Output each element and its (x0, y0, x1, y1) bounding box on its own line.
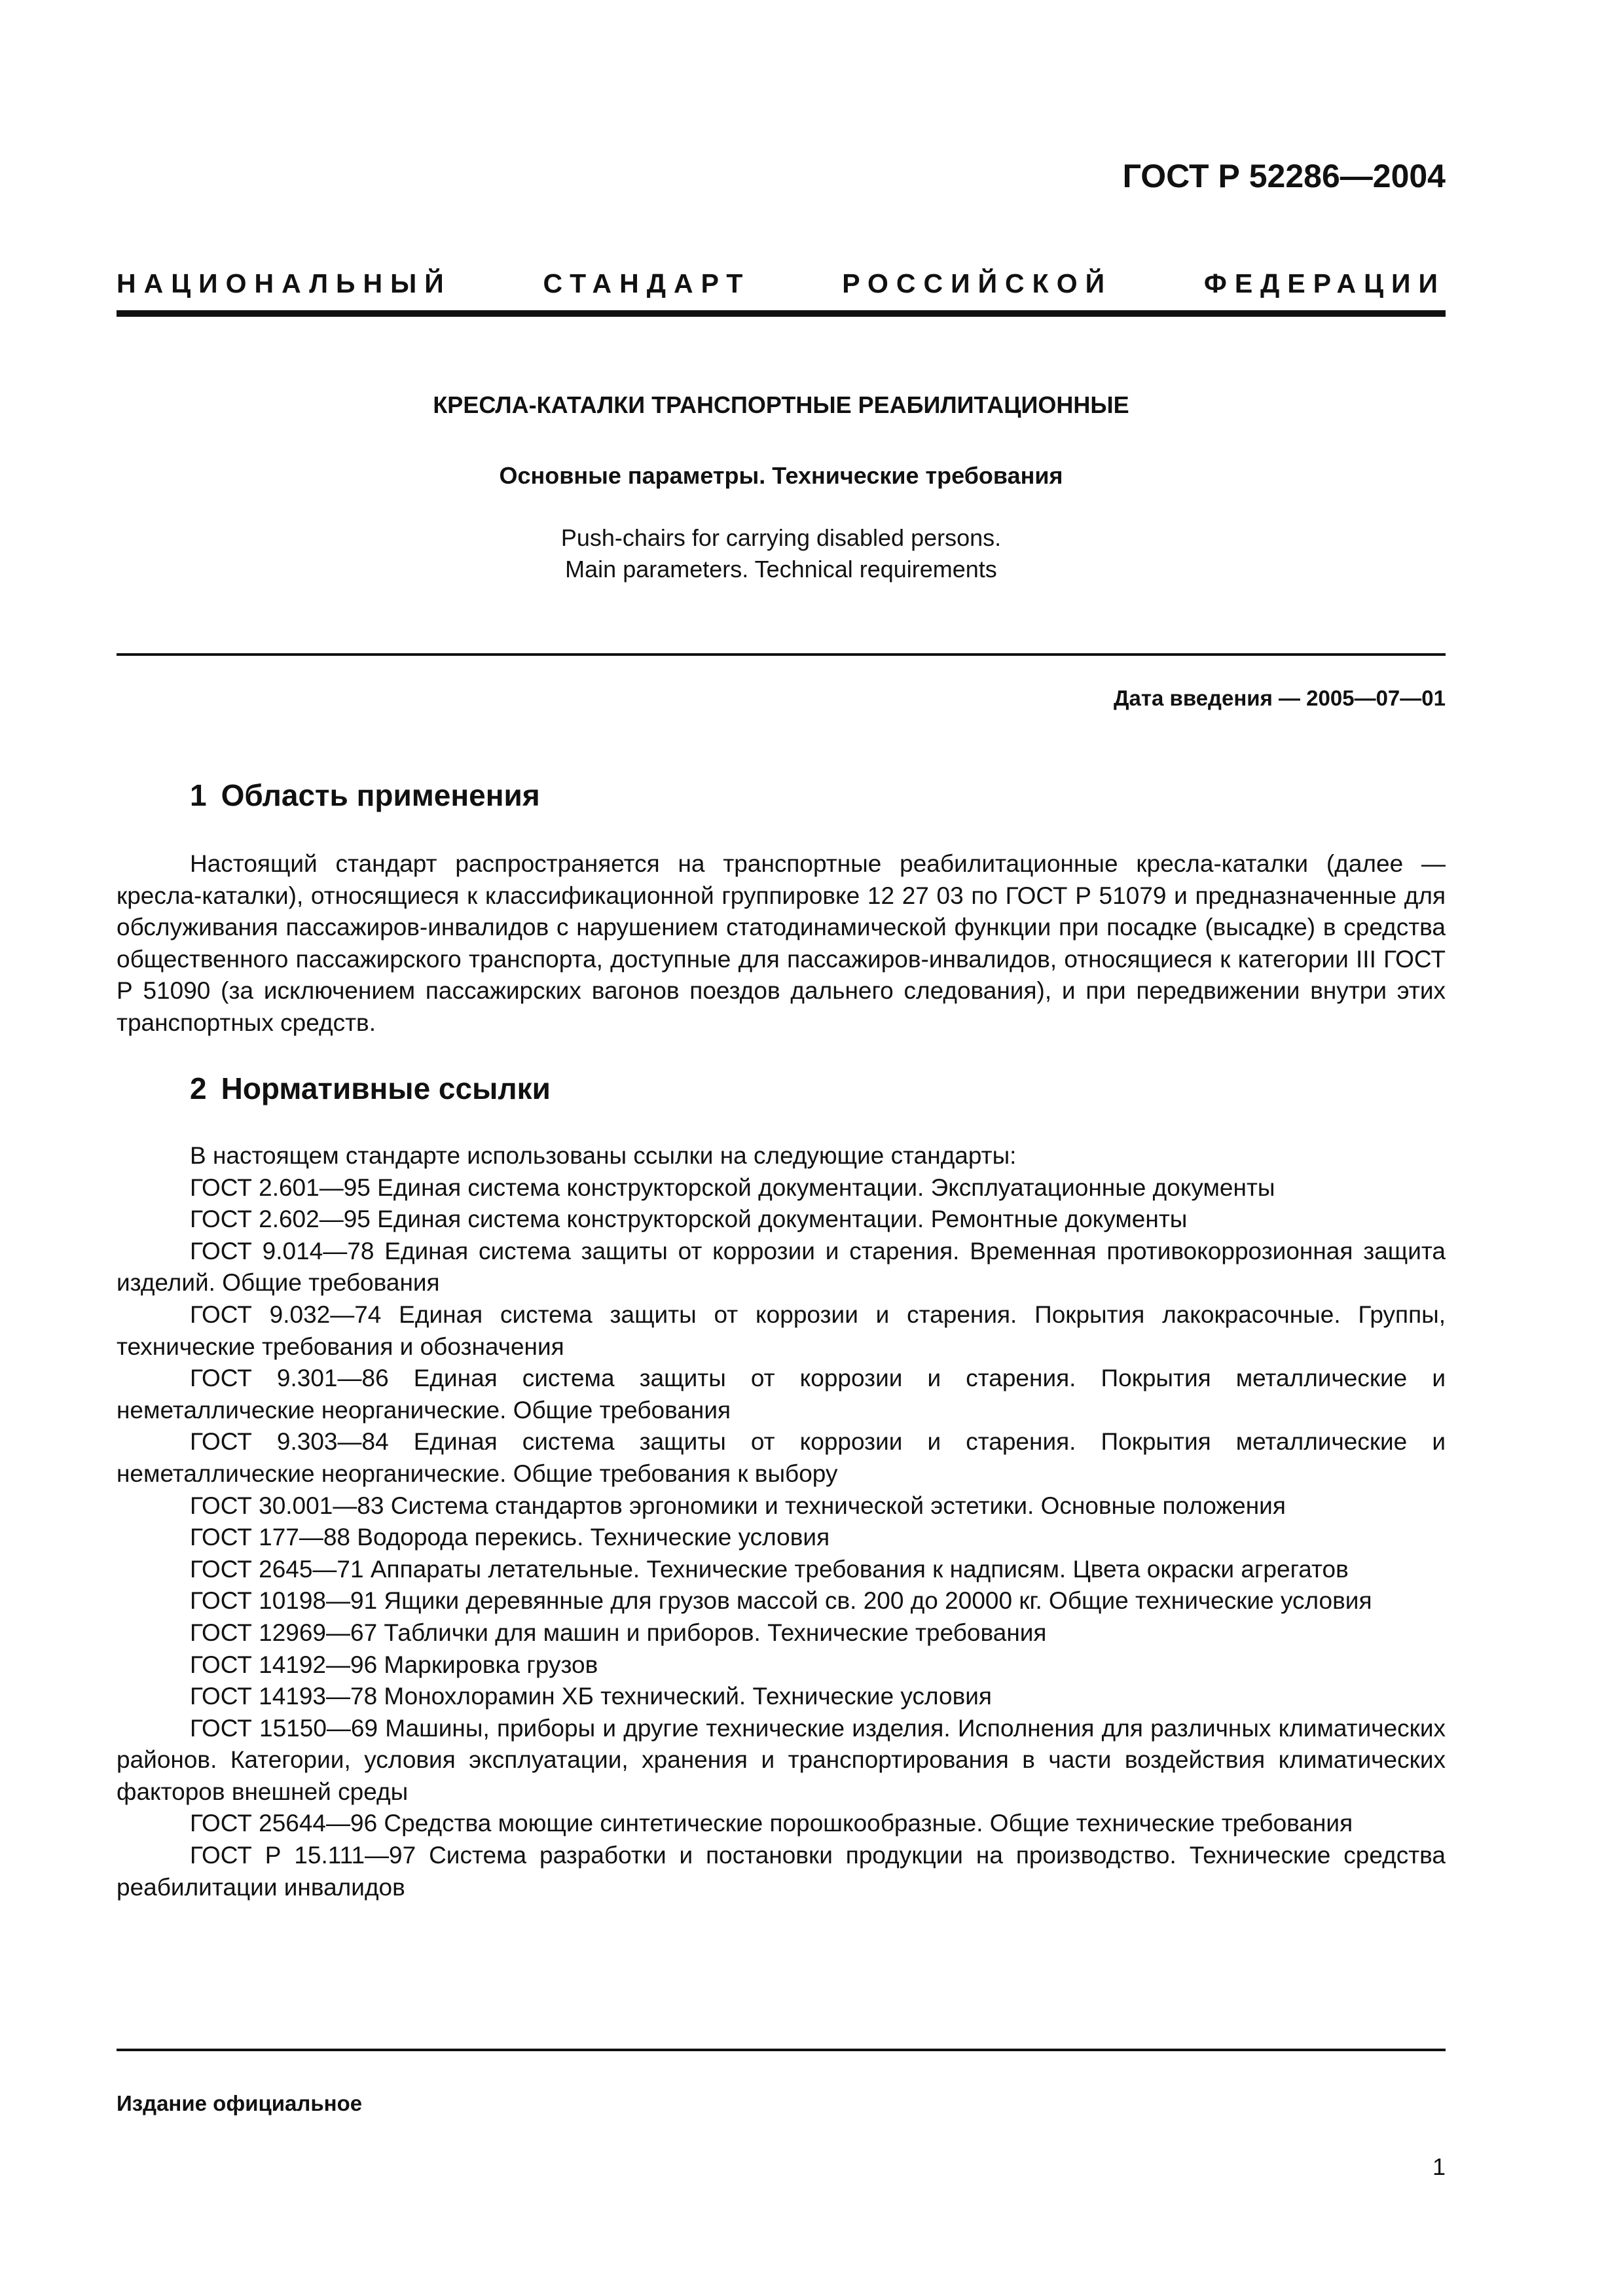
banner-word: ФЕДЕРАЦИИ (1203, 268, 1446, 298)
reference-item: ГОСТ 2645—71 Аппараты летательные. Технические требования к надписям. Цвета окраски агрегатов (190, 1555, 1349, 1583)
section-1-body (117, 848, 1446, 1039)
header-rule (117, 310, 1446, 317)
english-title-line: Main parameters. Technical requirements (565, 556, 997, 583)
reference-item: ГОСТ 15150—69 Машины, приборы и другие технические изделия. Исполнения для различных климатических районов. Категории, условия эксплуатации, хранения и транспортирования в части воздействия климатических факторов внешней среды (117, 1714, 1446, 1805)
reference-item: ГОСТ 14192—96 Маркировка грузов (190, 1651, 598, 1678)
section-title: Область применения (221, 778, 540, 812)
reference-item: ГОСТ 12969—67 Таблички для машин и приборов. Технические требования (190, 1619, 1047, 1646)
reference-item: ГОСТ Р 15.111—97 Система разработки и постановки продукции на производство. Технические средства реабилитации инвалидов (117, 1842, 1446, 1901)
document-page (117, 0, 1446, 2296)
document-title: КРЕСЛА-КАТАЛКИ ТРАНСПОРТНЫЕ РЕАБИЛИТАЦИОННЫЕ (433, 391, 1129, 418)
introduction-date: Дата введения — 2005—07—01 (1114, 686, 1446, 710)
official-edition-label: Издание официальное (117, 2091, 363, 2115)
section-2-body (117, 1140, 1446, 1903)
document-code: ГОСТ Р 52286—2004 (1122, 158, 1446, 194)
section-number: 2 (190, 1071, 207, 1105)
section-2-heading (190, 1071, 551, 1106)
english-title-line: Push-chairs for carrying disabled persons. (560, 524, 1002, 551)
banner-word: НАЦИОНАЛЬНЫЙ (117, 268, 452, 298)
english-title (117, 522, 1446, 585)
page-number: 1 (1432, 2153, 1446, 2180)
paragraph: В настоящем стандарте использованы ссылки на следующие стандарты: (190, 1142, 1017, 1169)
title-rule (117, 653, 1446, 656)
footer-rule (117, 2049, 1446, 2051)
reference-item: ГОСТ 9.303—84 Единая система защиты от коррозии и старения. Покрытия металлические и неметаллические неорганические. Общие требования к выбору (117, 1428, 1446, 1487)
paragraph: Настоящий стандарт распространяется на транспортные реабилитационные кресла-каталки (далее — кресла-каталки), относящиеся к классификационной группировке 12 27 03 по ГОСТ Р 51079 и предназначенные для обслуживания пассажиров-инвалидов с нарушением статодинамической функции при посадке (высадке) в средства общественного пассажирского транспорта, доступные для пассажиров-инвалидов, относящиеся к категории III ГОСТ Р 51090 (за исключением пассажирских вагонов поездов дальнего следования), и при передвижении внутри этих транспортных средств. (117, 850, 1446, 1036)
reference-item: ГОСТ 9.014—78 Единая система защиты от коррозии и старения. Временная противокоррозионная защита изделий. Общие требования (117, 1237, 1446, 1297)
reference-item: ГОСТ 9.301—86 Единая система защиты от коррозии и старения. Покрытия металлические и неметаллические неорганические. Общие требования (117, 1365, 1446, 1424)
reference-item: ГОСТ 14193—78 Монохлорамин ХБ технический. Технические условия (190, 1683, 992, 1710)
reference-item: ГОСТ 9.032—74 Единая система защиты от коррозии и старения. Покрытия лакокрасочные. Группы, технические требования и обозначения (117, 1300, 1446, 1360)
reference-item: ГОСТ 2.601—95 Единая система конструкторской документации. Эксплуатационные документы (190, 1174, 1275, 1201)
banner-word: СТАНДАРТ (543, 268, 751, 298)
national-standard-banner (117, 268, 1446, 299)
reference-item: ГОСТ 2.602—95 Единая система конструкторской документации. Ремонтные документы (190, 1206, 1188, 1233)
section-title: Нормативные ссылки (221, 1071, 551, 1105)
banner-word: РОССИЙСКОЙ (842, 268, 1113, 298)
reference-item: ГОСТ 177—88 Водорода перекись. Технические условия (190, 1524, 830, 1551)
reference-item: ГОСТ 25644—96 Средства моющие синтетические порошкообразные. Общие технические требования (190, 1810, 1353, 1837)
reference-item: ГОСТ 10198—91 Ящики деревянные для грузов массой св. 200 до 20000 кг. Общие технические условия (190, 1587, 1372, 1615)
section-number: 1 (190, 778, 207, 812)
document-subtitle: Основные параметры. Технические требования (499, 462, 1063, 489)
section-1-heading (190, 778, 540, 813)
reference-item: ГОСТ 30.001—83 Система стандартов эргономики и технической эстетики. Основные положения (190, 1492, 1286, 1519)
